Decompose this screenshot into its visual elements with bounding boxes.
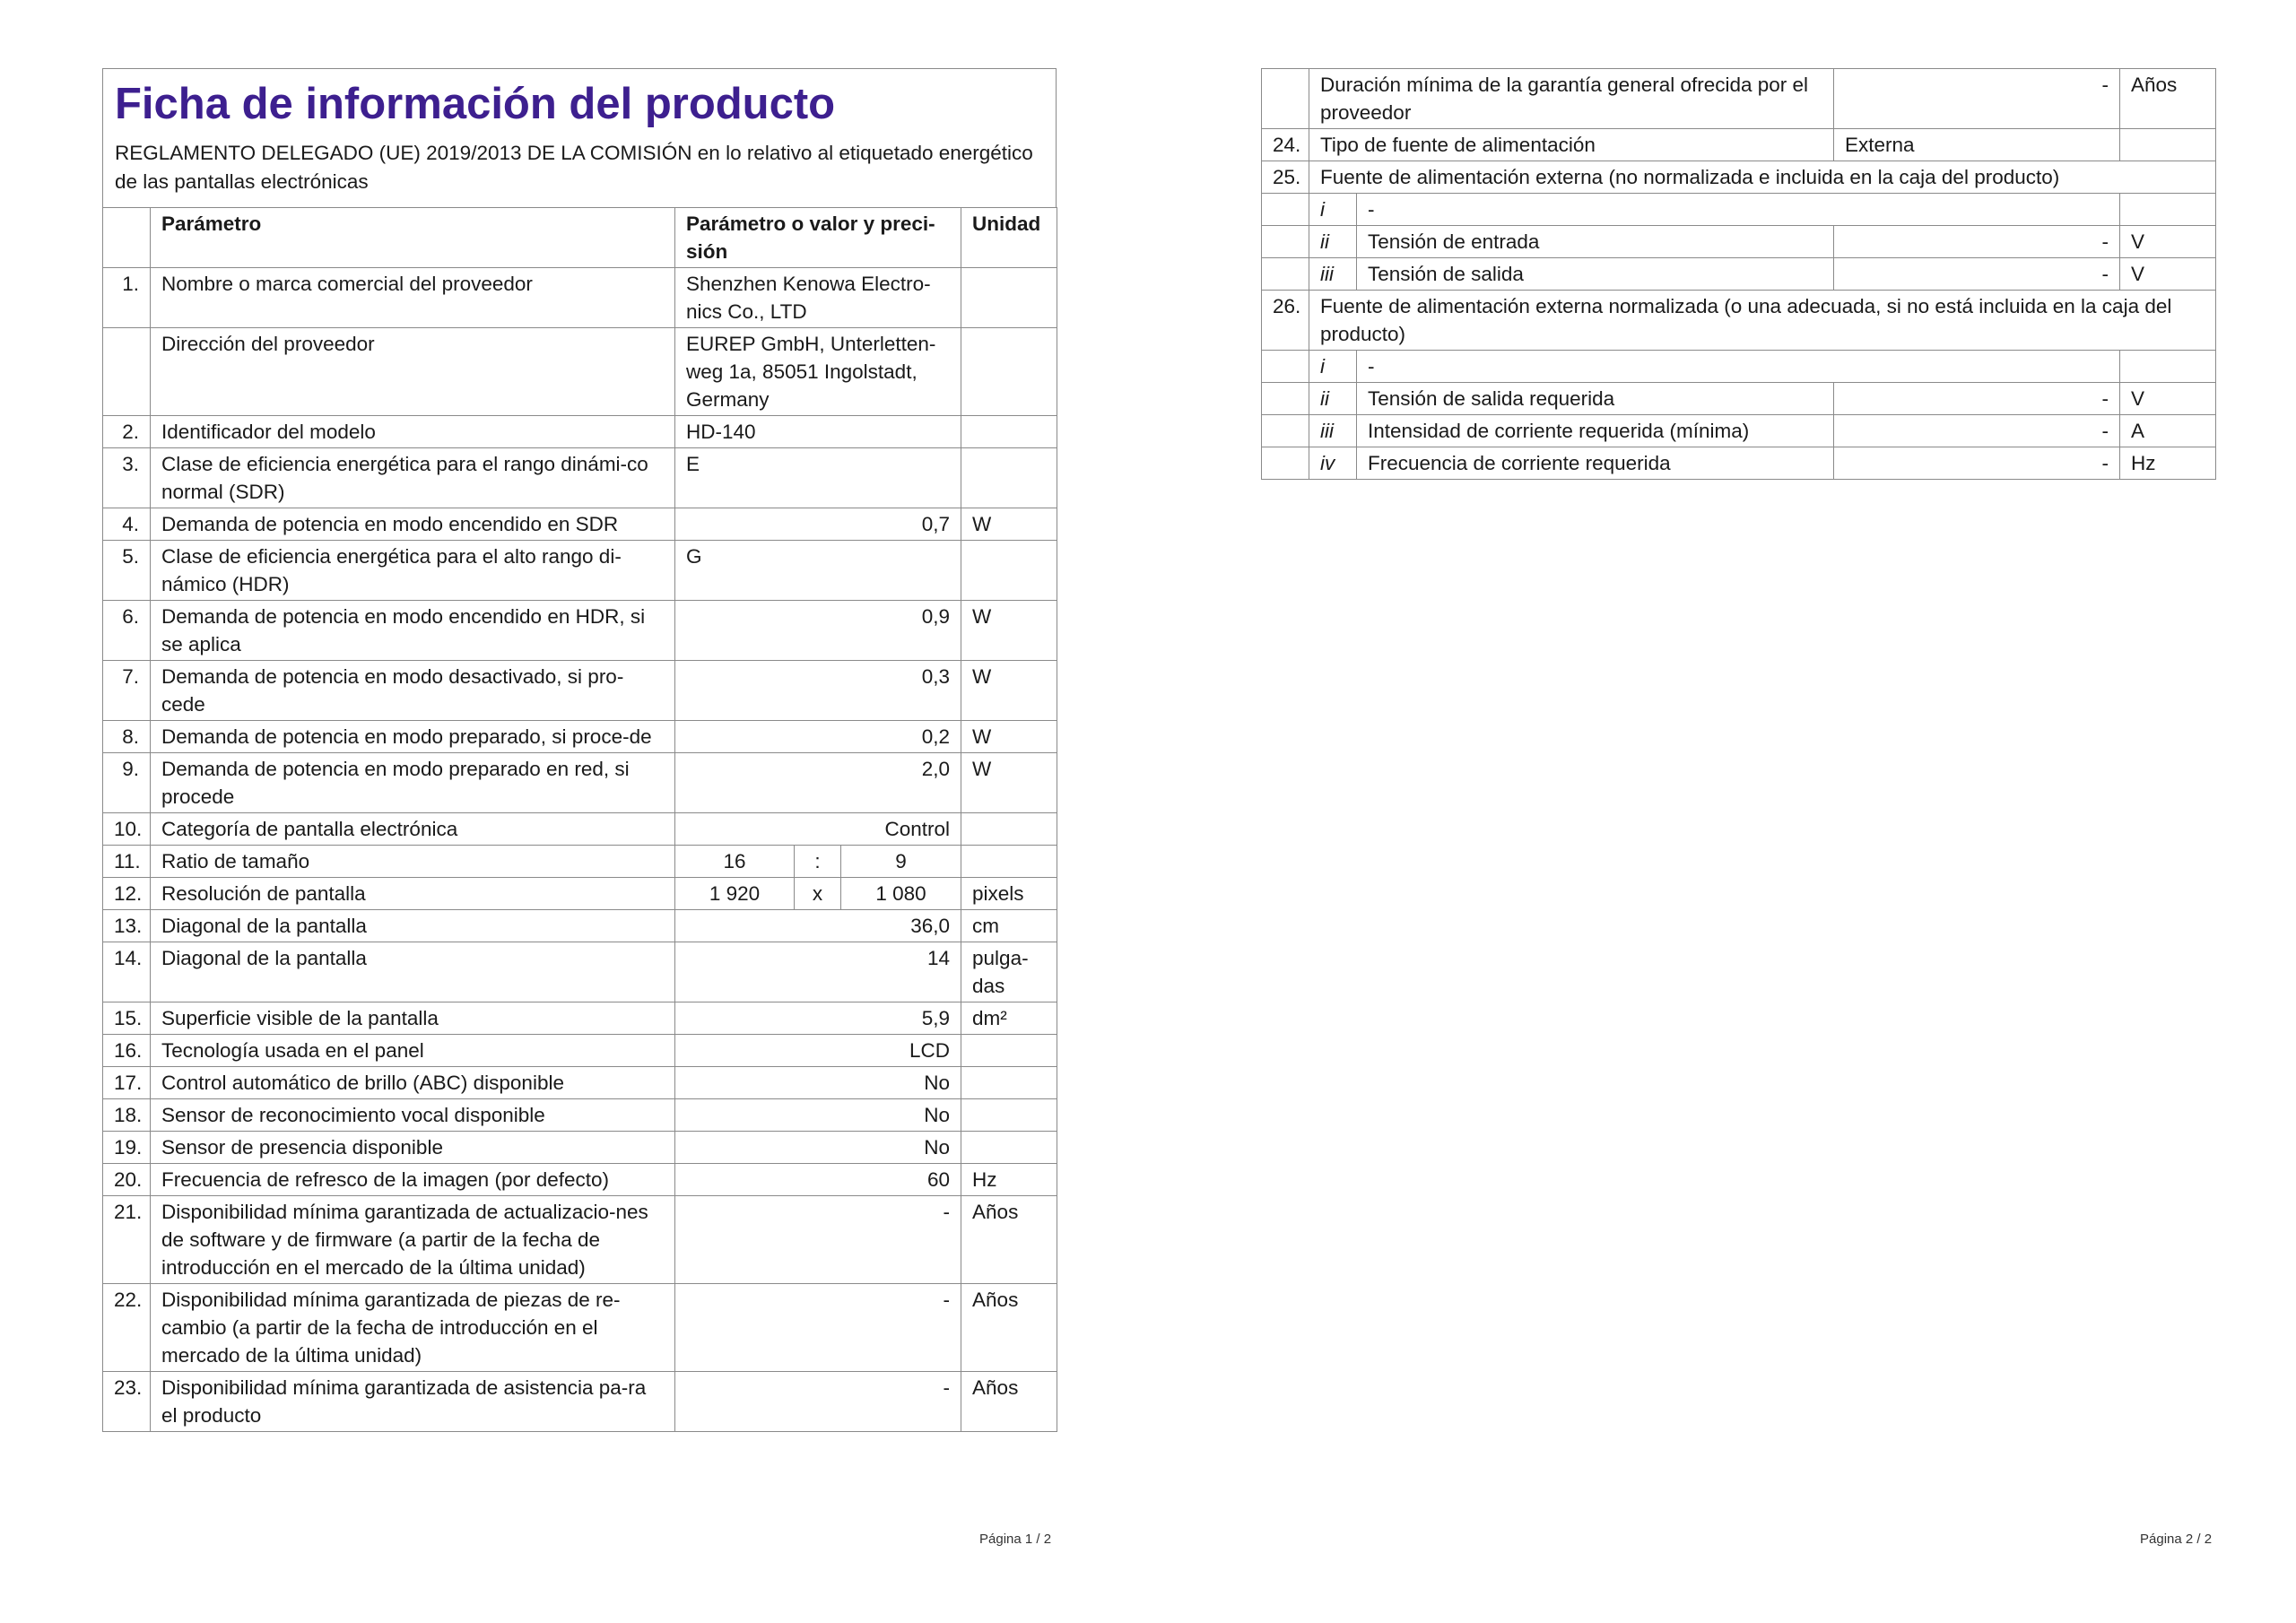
table-row: iii Intensidad de corriente requerida (mínima) - A [1262,415,2216,447]
table-row: 8. Demanda de potencia en modo preparado, si proce-de 0,2 W [103,721,1057,753]
table-row: Duración mínima de la garantía general ofrecida por el proveedor - Años [1262,69,2216,129]
page-2 [1261,68,2215,480]
table-row: 14. Diagonal de la pantalla 14 pulga-das [103,942,1057,1002]
table-row: 24. Tipo de fuente de alimentación Externa [1262,129,2216,161]
table-row: 16. Tecnología usada en el panel LCD [103,1035,1057,1067]
table-row: iv Frecuencia de corriente requerida - Hz [1262,447,2216,480]
table-row: 3. Clase de eficiencia energética para el rango dinámi-co normal (SDR) E [103,448,1057,508]
table-row: 9. Demanda de potencia en modo preparado en red, si procede 2,0 W [103,753,1057,813]
page-1 [102,68,1057,1432]
table-header-row [103,208,1057,268]
table-row: 5. Clase de eficiencia energética para el alto rango di-námico (HDR) G [103,541,1057,601]
table-row: i - [1262,351,2216,383]
table-row: 15. Superficie visible de la pantalla 5,9 dm² [103,1002,1057,1035]
table-row: 10. Categoría de pantalla electrónica Control [103,813,1057,846]
table-row: i - [1262,194,2216,226]
table-row: 22. Disponibilidad mínima garantizada de piezas de re-cambio (a partir de la fecha de introducción en el mercado de la última unidad) - Años [103,1284,1057,1372]
page-number-1: Página 1 / 2 [979,1532,1052,1547]
product-info-table [102,207,1057,1432]
table-row: 17. Control automático de brillo (ABC) disponible No [103,1067,1057,1099]
sheet-header [102,68,1057,207]
table-row: 26. Fuente de alimentación externa normalizada (o una adecuada, si no está incluida en la caja del producto) [1262,291,2216,351]
table-row: 25. Fuente de alimentación externa (no normalizada e incluida en la caja del producto) [1262,161,2216,194]
table-row: 13. Diagonal de la pantalla 36,0 cm [103,910,1057,942]
table-row: 4. Demanda de potencia en modo encendido en SDR 0,7 W [103,508,1057,541]
table-row: Dirección del proveedor EUREP GmbH, Unterletten-weg 1a, 85051 Ingolstadt, Germany [103,328,1057,416]
table-row: ii Tensión de salida requerida - V [1262,383,2216,415]
table-row: 1. Nombre o marca comercial del proveedor Shenzhen Kenowa Electro-nics Co., LTD [103,268,1057,328]
table-row: ii Tensión de entrada - V [1262,226,2216,258]
table-row: 6. Demanda de potencia en modo encendido en HDR, si se aplica 0,9 W [103,601,1057,661]
header-value: Parámetro o valor y preci-sión [675,208,961,268]
page-title: Ficha de información del producto [115,80,836,128]
regulation-subtitle: REGLAMENTO DELEGADO (UE) 2019/2013 DE LA COMISIÓN en lo relativo al etiquetado energético de las pantallas electrónicas [115,142,1033,193]
table-row: 11. Ratio de tamaño 16 : 9 [103,846,1057,878]
table-row: 18. Sensor de reconocimiento vocal disponible No [103,1099,1057,1132]
table-row: 7. Demanda de potencia en modo desactivado, si pro-cede 0,3 W [103,661,1057,721]
page-number-2: Página 2 / 2 [2140,1532,2213,1547]
product-info-table-continued [1261,68,2216,480]
header-param: Parámetro [151,208,675,268]
table-row: 20. Frecuencia de refresco de la imagen (por defecto) 60 Hz [103,1164,1057,1196]
table-row: 2. Identificador del modelo HD-140 [103,416,1057,448]
table-row: iii Tensión de salida - V [1262,258,2216,291]
table-row: 23. Disponibilidad mínima garantizada de asistencia pa-ra el producto - Años [103,1372,1057,1432]
header-unit: Unidad [961,208,1057,268]
table-row: 19. Sensor de presencia disponible No [103,1132,1057,1164]
table-row: 21. Disponibilidad mínima garantizada de actualizacio-nes de software y de firmware (a partir de la fecha de introducción en el mercado de la última unidad) - Años [103,1196,1057,1284]
table-row: 12. Resolución de pantalla 1 920 x 1 080 pixels [103,878,1057,910]
